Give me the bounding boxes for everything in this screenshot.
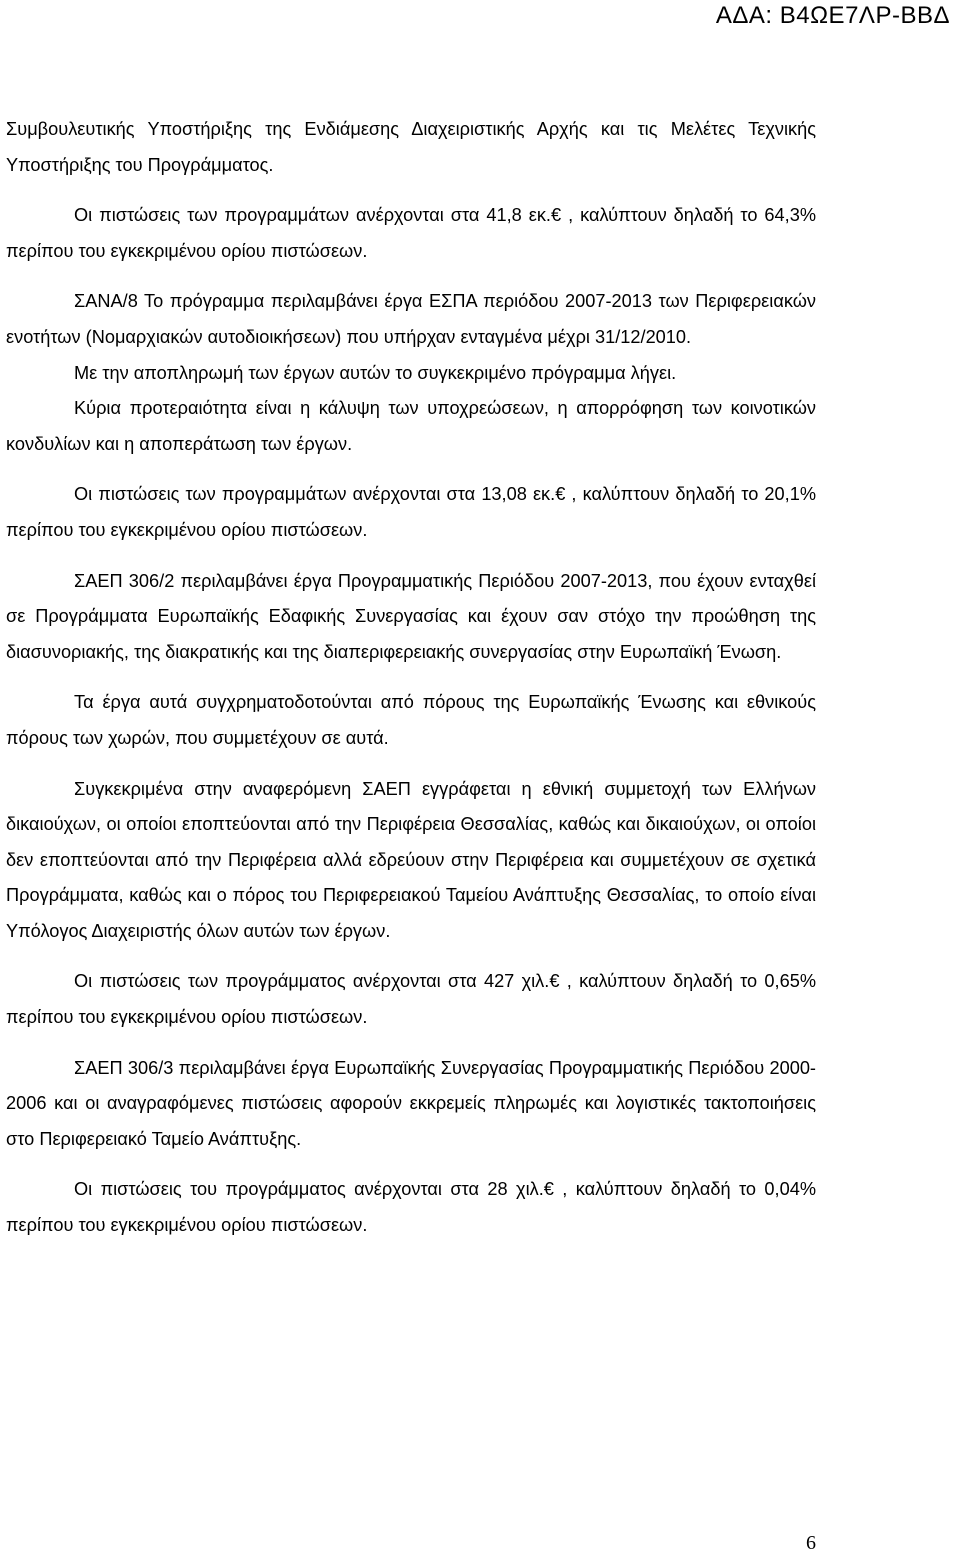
page-number: 6 bbox=[806, 1532, 816, 1554]
paragraph-program-ends: Με την αποπληρωμή των έργων αυτών το συγκεκριμένο πρόγραμμα λήγει. bbox=[74, 362, 677, 383]
paragraph-national-participation: Συγκεκριμένα στην αναφερόμενη ΣΑΕΠ εγγράφεται η εθνική συμμετοχή των Ελλήνων δικαιούχων, οι οποίοι εποπτεύονται από την Περιφέρεια Θεσσαλίας, καθώς και δικαιούχων, οι οποίοι δεν εποπτεύονται από την Περιφέρεια αλλά εδρεύουν στην Περιφέρεια και συμμετέχουν σε σχετικά Προγράμματα, καθώς και ο πόρος του Περιφερειακού Ταμείου Ανάπτυξης Θεσσαλίας, το οποίο είναι Υπόλογος Διαχειριστής όλων αυτών των έργων. bbox=[6, 778, 816, 941]
paragraph-credits-427: Οι πιστώσεις των προγράμματος ανέρχονται στα 427 χιλ.€ , καλύπτουν δηλαδή το 0,65% περίπου του εγκεκριμένου ορίου πιστώσεων. bbox=[6, 971, 816, 1028]
paragraph-credits-13-08: Οι πιστώσεις των προγραμμάτων ανέρχονται στα 13,08 εκ.€ , καλύπτουν δηλαδή το 20,1% περίπου του εγκεκριμένου ορίου πιστώσεων. bbox=[6, 484, 816, 540]
paragraph-credits-41-8: Οι πιστώσεις των προγραμμάτων ανέρχονται στα 41,8 εκ.€ , καλύπτουν δηλαδή το 64,3% περίπου του εγκεκριμένου ορίου πιστώσεων. bbox=[6, 205, 816, 261]
paragraph-cofinancing: Τα έργα αυτά συγχρηματοδοτούνται από πόρους της Ευρωπαϊκής Ένωσης και εθνικούς πόρους των χωρών, που συμμετέχουν σε αυτά. bbox=[6, 692, 816, 748]
paragraph-sana-8: ΣΑΝΑ/8 Το πρόγραμμα περιλαμβάνει έργα ΕΣΠΑ περιόδου 2007-2013 των Περιφερειακών ενοτήτων (Νομαρχιακών αυτοδιοικήσεων) που υπήρχαν ενταγμένα μέχρι 31/12/2010. bbox=[6, 291, 816, 347]
paragraph-credits-28: Οι πιστώσεις του προγράμματος ανέρχονται στα 28 χιλ.€ , καλύπτουν δηλαδή το 0,04% περίπου του εγκεκριμένου ορίου πιστώσεων. bbox=[6, 1179, 816, 1236]
paragraph-continuation: Συμβουλευτικής Υποστήριξης της Ενδιάμεσης Διαχειριστικής Αρχής και τις Μελέτες Τεχνικής Υποστήριξης του Προγράμματος. bbox=[6, 119, 816, 175]
document-body bbox=[6, 112, 816, 1259]
paragraph-saep-306-3: ΣΑΕΠ 306/3 περιλαμβάνει έργα Ευρωπαϊκής Συνεργασίας Προγραμματικής Περιόδου 2000-2006 και οι αναγραφόμενες πιστώσεις αφορούν εκκρεμείς πληρωμές και λογιστικές τακτοποιήσεις στο Περιφερειακό Ταμείο Ανάπτυξης. bbox=[6, 1057, 816, 1149]
paragraph-main-priority: Κύρια προτεραιότητα είναι η κάλυψη των υποχρεώσεων, η απορρόφηση των κοινοτικών κονδυλίων και η αποπεράτωση των έργων. bbox=[6, 398, 816, 454]
paragraph-saep-306-2: ΣΑΕΠ 306/2 περιλαμβάνει έργα Προγραμματικής Περιόδου 2007-2013, που έχουν ενταχθεί σε Προγράμματα Ευρωπαϊκής Εδαφικής Συνεργασίας και έχουν σαν στόχο την προώθηση της διασυνοριακής, της διακρατικής και της διαπεριφερειακής συνεργασίας στην Ευρωπαϊκή Ένωση. bbox=[6, 570, 816, 662]
ada-code-header: ΑΔΑ: Β4ΩΕ7ΛΡ-ΒΒΔ bbox=[715, 2, 950, 29]
